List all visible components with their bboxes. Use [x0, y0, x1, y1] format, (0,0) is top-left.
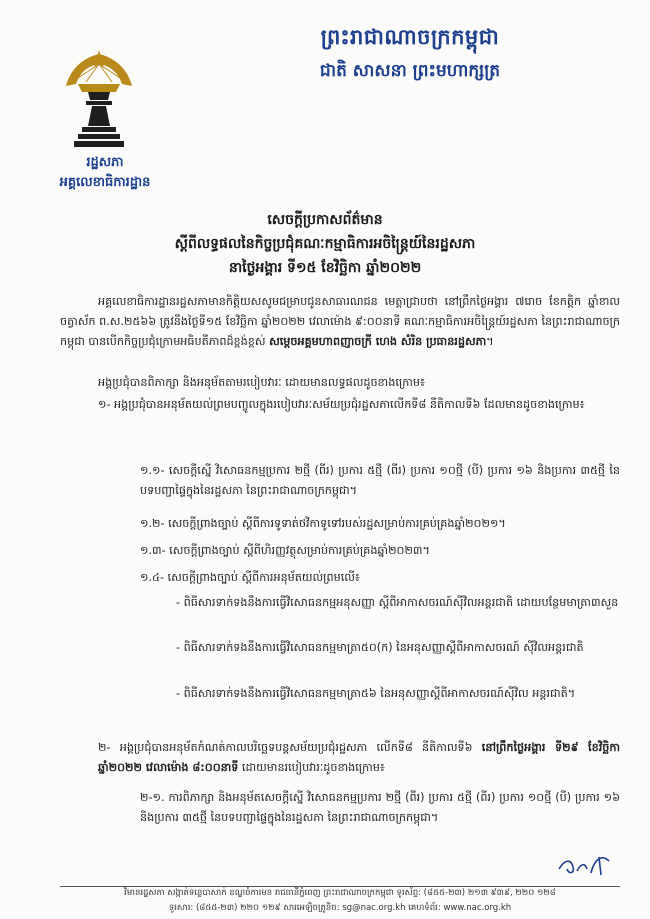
item-1-4: ១.៤- សេចក្តីព្រាងច្បាប់ ស្តីពីការអនុម័តយល់ព្រមលើ៖ [140, 571, 360, 584]
document-date: នាថ្ងៃអង្គារ ទី១៥ ខែវិច្ឆិកា ឆ្នាំ២០២២ [228, 260, 422, 276]
kingdom-heading: ព្រះរាជាណាចក្រកម្ពុជា [320, 25, 500, 49]
intro-end: ។ [486, 335, 494, 349]
item-1-4-bullet-2: - ពិធីសារទាក់ទងនឹងការធ្វើវិសោធនកម្មមាត្រា៥០(ក) នៃអនុសញ្ញាស្តីពីអាកាសចរណ៍ ស៊ីវិលអន្តរជាតិ [176, 641, 584, 654]
item-2 [98, 738, 620, 778]
item-2-text: ២- អង្គប្រជុំបានអនុម័តកំណត់កាលបរិច្ឆេទបន្តសម័យប្រជុំរដ្ឋសភា លើកទី៨ នីតិកាលទី៦ [98, 741, 482, 754]
footer-address: វិមានរដ្ឋសភា សង្កាត់ទន្លេបាសាក់ ខណ្ឌចំការមន រាជធានីភ្នំពេញ ព្រះរាជាណាចក្រកម្ពុជា ទូរស័ព្ទ: (៨៥៥-២៣) ២១៣ ៩៣៩, ២២០ ១២៨ [124, 888, 556, 898]
intro-paragraph [60, 292, 620, 353]
intro-text: អគ្គលេខាធិការដ្ឋានរដ្ឋសភាមានកិត្តិយសសូមជម្រាបជូនសាធារណជន មេត្តាជ្រាបថា នៅព្រឹកថ្ងៃអង្គារ ៧រោច ខែកត្តិក ឆ្នាំខាល ចត្វាស័ក ព.ស.២៥៦៦ ត្រូវនឹងថ្ងៃទី១៥ ខែវិច្ឆិកា ឆ្នាំ២០២២ វេលាម៉ោង ៩:០០នាទី គណៈកម្មាធិការអចិន្ត្រៃយ៍រដ្ឋសភា នៃព្រះរាជាណាចក្រកម្ពុជា បានបើកកិច្ចប្រជុំក្រោមអធិបតីភាពដ៏ខ្ពង់ខ្ពស់ [60, 295, 620, 349]
national-assembly-emblem-icon [58, 48, 140, 150]
item-1-3: ១.៣- សេចក្តីព្រាងច្បាប់ ស្តីពីហិរញ្ញវត្ថុសម្រាប់ការគ្រប់គ្រងឆ្នាំ២០២៣។ [140, 544, 430, 557]
org-name-assembly: រដ្ឋសភា [86, 155, 124, 170]
org-name-secretariat: អគ្គលេខាធិការដ្ឋាន [59, 175, 151, 190]
item-1-2: ១.២- សេចក្តីព្រាងច្បាប់ ស្តីពីការទូទាត់ថវិកាទូទៅរបស់រដ្ឋសម្រាប់ការគ្រប់គ្រងឆ្នាំ២០២១។ [140, 517, 506, 530]
item-1-4-bullet-1: - ពិធីសារទាក់ទងនឹងការធ្វើវិសោធនកម្មអនុសញ្ញា ស្តីពីអាកាសចរណ៍ស៊ីវិលអន្តរជាតិ ដោយបន្ថែមមាត្រា៣សួន [176, 596, 619, 609]
agenda-paragraph: អង្គប្រជុំបានពិភាក្សា និងអនុម័តតាមរបៀបវារៈ ដោយមានលទ្ធផលដូចខាងក្រោម៖ [98, 376, 425, 389]
document-subtitle: ស្តីពីលទ្ធផលនៃកិច្ចប្រជុំគណៈកម្មាធិការអចិន្ត្រៃយ៍នៃរដ្ឋសភា [174, 236, 476, 252]
item-1-1: ១.១- សេចក្តីស្នើ វិសោធនកម្មប្រការ ២ថ្មី (ពីរ) ប្រការ ៥ថ្មី (ពីរ) ប្រការ ១០ថ្មី (បី) ប្រការ ១៦ និងប្រការ ៣៥ថ្មី នៃបទបញ្ជាផ្ទៃក្នុងនៃរដ្ឋសភា នៃព្រះរាជាណាចក្រកម្ពុជា។ [140, 464, 620, 498]
item-1-4-bullet-3: - ពិធីសារទាក់ទងនឹងការធ្វើវិសោធនកម្មមាត្រា៥៦ នៃអនុសញ្ញាស្តីពីអាកាសចរណ៍ស៊ីវិល អន្តរជាតិ។ [176, 687, 576, 700]
handwritten-signature-icon [555, 853, 615, 879]
footer-contact: ទូរសារ: (៨៥៥-២៣) ២២០ ១២៩ សារអេឡិចត្រូនិច: sg@nac.org.kh គេហទំព័រ: www.nac.org.kh [168, 903, 512, 913]
intro-president-name: សម្តេចអគ្គមហាពញាចក្រី ហេង សំរិន ប្រធានរដ្ឋសភា [269, 335, 487, 349]
item-2-end: ដោយមានរបៀបវារៈដូចខាងក្រោម៖ [238, 761, 385, 775]
item-2-1: ២-១. ការពិភាក្សា និងអនុម័តសេចក្តីស្នើ វិសោធនកម្មប្រការ ២ថ្មី (ពីរ) ប្រការ ៥ថ្មី (ពីរ) ប្រការ ១០ថ្មី (បី) ប្រការ ១៦ និងប្រការ ៣៥ថ្មី នៃបទបញ្ជាផ្ទៃក្នុងនៃរដ្ឋសភា នៃព្រះរាជាណាចក្រកម្ពុជា។ [140, 791, 620, 825]
national-motto: ជាតិ សាសនា ព្រះមហាក្សត្រ [319, 61, 501, 81]
document-title: សេចក្តីប្រកាសព័ត៌មាន [267, 212, 383, 228]
footer-divider [60, 886, 620, 887]
item-1: ១- អង្គប្រជុំបានអនុម័តយល់ព្រមបញ្ចូលក្នុងរបៀបវារៈសម័យប្រជុំរដ្ឋសភាលើកទី៨ នីតិកាលទី៦ ដែលមានដូចខាងក្រោម៖ [98, 398, 585, 411]
item-2-session-date: នៅព្រឹកថ្ងៃអង្គារ ទី២៩ ខែវិច្ឆិកា ឆ្នាំ២០២២ វេលាម៉ោង ៨:០០នាទី [98, 741, 620, 775]
